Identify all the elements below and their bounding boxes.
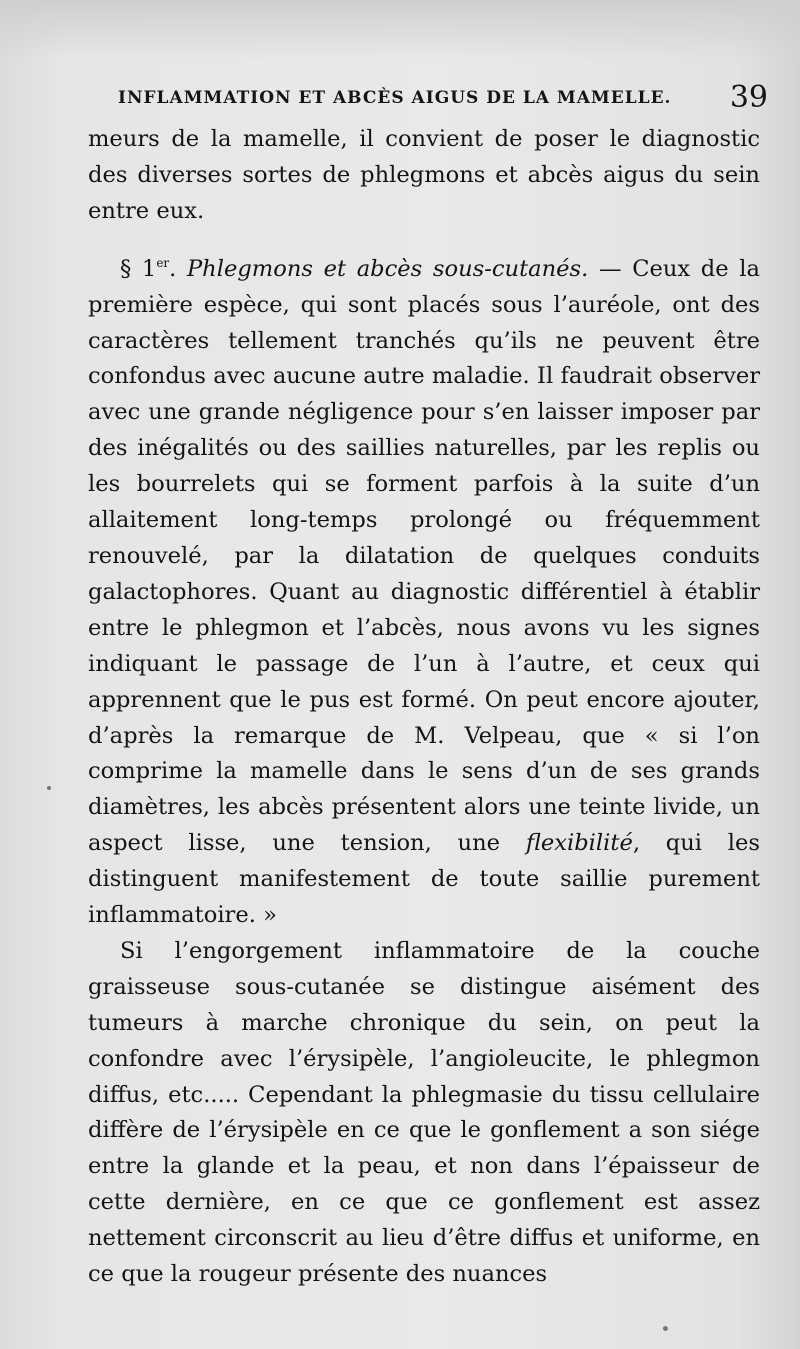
running-head <box>118 80 768 120</box>
section-title: Phlegmons et abcès sous-cutanés. <box>186 255 589 282</box>
italic-term: flexibilité <box>525 830 633 857</box>
section-body-text: Ceux de la première espèce, qui sont placés sous l’auréole, ont des caractères tellement tranchés qu’ils ne peuvent être confondus avec aucune autre maladie. Il faudrait observer avec une grande négligence pour s’en laisser imposer par des inégalités ou des saillies naturelles, par les replis ou les bourrelets qui se forment parfois à la suite d’un allaitement long-temps prolongé ou fréquemment renouvelé, par la dilatation de quelques conduits galactophores. Quant au diagnostic différentiel à établir entre le phlegmon et l’abcès, nous avons vu les signes indiquant le passage de l’un à l’autre, et ceux qui apprennent que le pus est formé. On peut encore ajouter, d’après la remarque de M. Velpeau, que « si l’on comprime la mamelle dans le sens d’un de ses grands diamètres, les abcès présentent alors une teinte livide, un aspect lisse, une tension, une <box>88 255 760 857</box>
running-title: INFLAMMATION ET ABCÈS AIGUS DE LA MAMELLE. <box>118 88 672 108</box>
print-speck <box>47 786 51 790</box>
section-superscript: er <box>156 255 170 270</box>
paragraph-erysipelas: Si l’engorgement inflammatoire de la couche graisseuse sous-cutanée se distingue aisément des tumeurs à marche chronique du sein, on peut la confondre avec l’érysipèle, l’angioleucite, le phlegmon diffus, etc..... Cependant la phlegmasie du tissu cellulaire diffère de l’érysipèle en ce que le gonflement a son siége entre la glande et la peau, et non dans l’épaisseur de cette dernière, en ce que ce gonflement est assez nettement circonscrit au lieu d’être diffus et uniforme, en ce que la rougeur présente des nuances <box>88 937 760 1288</box>
paragraph-section-1 <box>88 252 760 934</box>
print-speck <box>663 1326 668 1331</box>
page-number: 39 <box>729 80 768 115</box>
paragraph-continuation: meurs de la mamelle, il convient de poser le diagnostic des diverses sortes de phlegmons et abcès aigus du sein entre eux. <box>88 126 760 224</box>
body-text <box>88 122 760 1293</box>
section-mark: § 1 <box>120 255 157 282</box>
section-dash: — <box>588 255 633 282</box>
section-body-end: , qui les distinguent manifestement de toute saillie purement inflammatoire. » <box>88 830 760 929</box>
section-dot: . <box>169 255 177 282</box>
